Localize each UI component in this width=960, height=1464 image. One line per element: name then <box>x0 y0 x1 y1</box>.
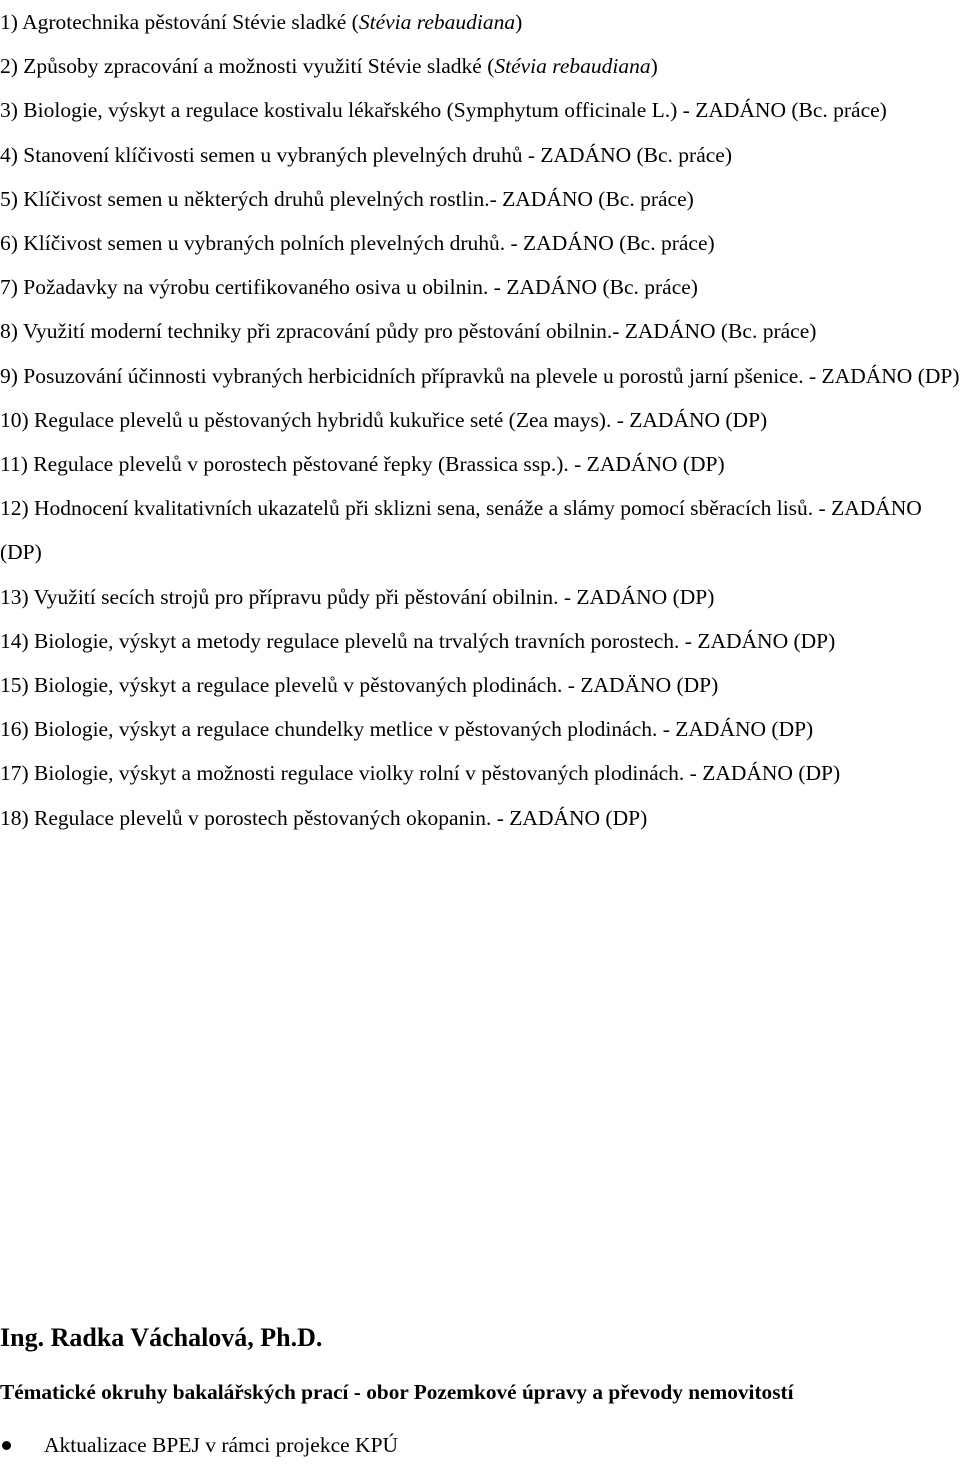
topic-item <box>0 398 960 442</box>
topic-text: 13) Využití secích strojů pro přípravu půdy při pěstování obilnin. - ZADÁNO (DP) <box>0 584 715 609</box>
topic-item <box>0 707 960 751</box>
topic-item <box>0 796 960 840</box>
topic-item <box>0 619 960 663</box>
topic-text: 1) Agrotechnika pěstování Stévie sladké ( <box>0 10 359 34</box>
topic-text: 14) Biologie, výskyt a metody regulace plevelů na trvalých travních porostech. - ZADÁNO (DP) <box>0 628 836 653</box>
topic-text: 9) Posuzování účinnosti vybraných herbicidních přípravků na plevele u porostů jarní pšenice. - ZADÁNO (DP) <box>0 363 960 388</box>
topic-text: 3) Biologie, výskyt a regulace kostivalu lékařského (Symphytum officinale L.) - ZADÁNO (Bc. práce) <box>0 98 887 123</box>
topic-species-name: Stévia rebaudiana <box>494 54 651 79</box>
topic-text: 8) Využití moderní techniky při zpracování půdy pro pěstování obilnin.- ZADÁNO (Bc. práce) <box>0 319 817 344</box>
topic-text: 5) Klíčivost semen u některých druhů plevelných rostlin.- ZADÁNO (Bc. práce) <box>0 186 694 211</box>
topic-text: 18) Regulace plevelů v porostech pěstovaných okopanin. - ZADÁNO (DP) <box>0 805 648 830</box>
bullet-list <box>0 1426 398 1464</box>
topic-item <box>0 575 960 619</box>
topic-text: 2) Způsoby zpracování a možnosti využití Stévie sladké ( <box>0 54 495 79</box>
section-heading: Tématické okruhy bakalářských prací - obor Pozemkové úpravy a převody nemovitostí <box>0 1380 794 1404</box>
bullet-item <box>0 1426 398 1464</box>
topic-text: 11) Regulace plevelů v porostech pěstované řepky (Brassica ssp.). - ZADÁNO (DP) <box>0 452 725 477</box>
topic-text: 10) Regulace plevelů u pěstovaných hybridů kukuřice seté (Zea mays). - ZADÁNO (DP) <box>0 407 768 432</box>
topic-item <box>0 88 960 132</box>
topic-text: 4) Stanovení klíčivosti semen u vybraných plevelných druhů - ZADÁNO (Bc. práce) <box>0 142 732 167</box>
topic-item <box>0 44 960 88</box>
topic-text: 16) Biologie, výskyt a regulace chundelky metlice v pěstovaných plodinách. - ZADÁNO (DP) <box>0 717 814 742</box>
topic-text: ) <box>650 54 658 79</box>
topic-item <box>0 309 960 353</box>
topic-item <box>0 0 960 44</box>
topic-item <box>0 354 960 398</box>
topic-text: 12) Hodnocení kvalitativních ukazatelů při sklizni sena, senáže a slámy pomocí sběracích lisů. - ZADÁNO (DP) <box>0 496 922 565</box>
topic-text: 15) Biologie, výskyt a regulace plevelů v pěstovaných plodinách. - ZADÄNO (DP) <box>0 673 719 698</box>
topic-item <box>0 663 960 707</box>
topic-text: ) <box>515 10 523 34</box>
topic-item <box>0 133 960 177</box>
topic-text: 17) Biologie, výskyt a možnosti regulace violky rolní v pěstovaných plodinách. - ZADÁNO (DP) <box>0 761 841 786</box>
topic-item <box>0 177 960 221</box>
topic-text: 6) Klíčivost semen u vybraných polních plevelných druhů. - ZADÁNO (Bc. práce) <box>0 231 715 256</box>
bullet-dot-icon <box>2 1441 11 1450</box>
topic-species-name: Stévia rebaudiana <box>358 10 516 34</box>
topic-text: 7) Požadavky na výrobu certifikovaného osiva u obilnin. - ZADÁNO (Bc. práce) <box>0 275 698 300</box>
bullet-text: Aktualizace BPEJ v rámci projekce KPÚ <box>44 1433 399 1457</box>
topic-item <box>0 221 960 265</box>
topic-item <box>0 751 960 795</box>
author-name: Ing. Radka Váchalová, Ph.D. <box>0 1323 323 1352</box>
topic-item <box>0 486 960 574</box>
topic-item <box>0 265 960 309</box>
topic-item <box>0 442 960 486</box>
